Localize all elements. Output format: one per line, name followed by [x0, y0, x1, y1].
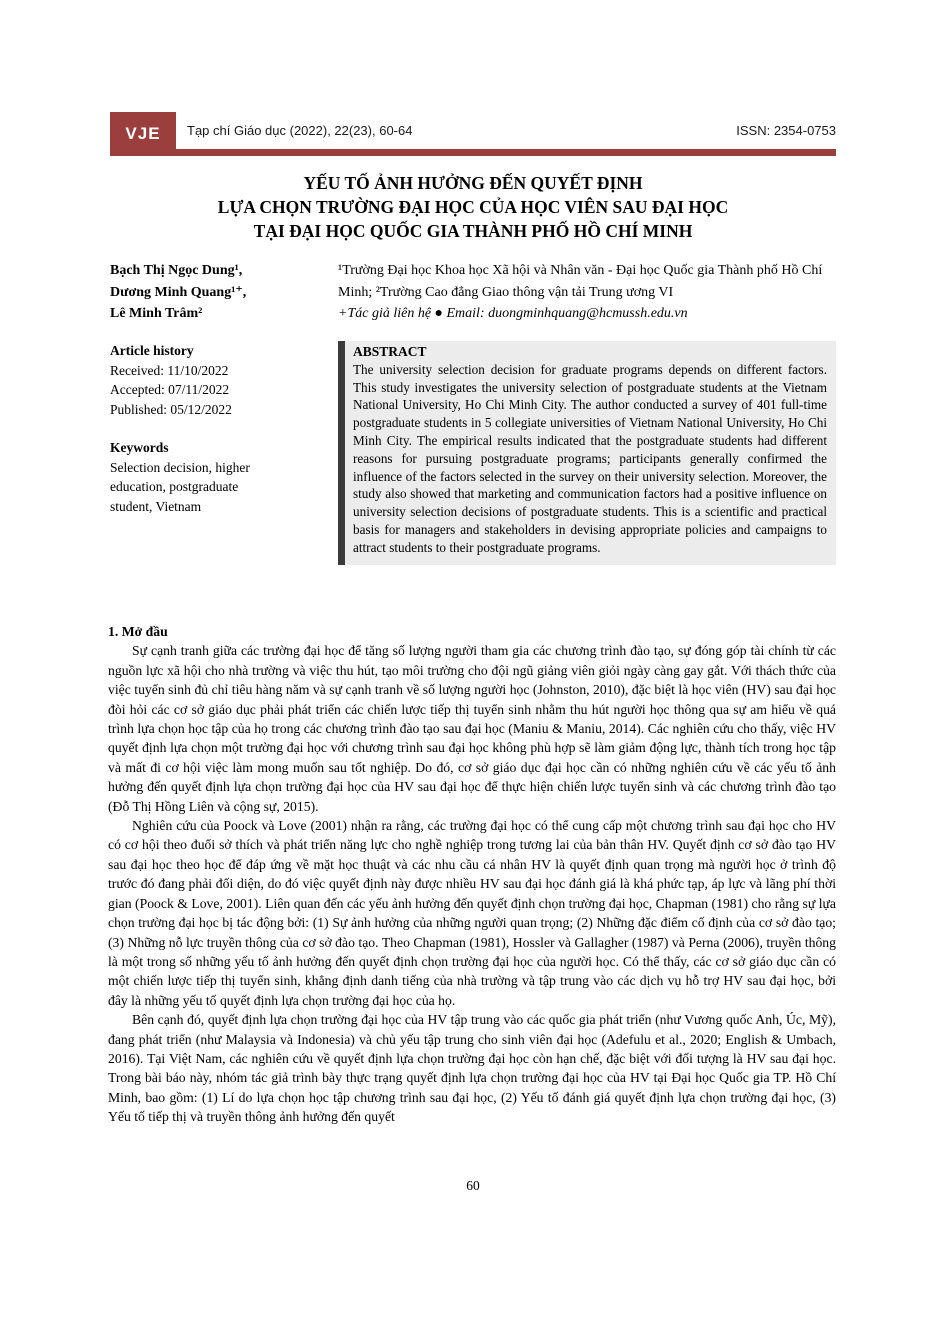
article-meta: [110, 341, 338, 565]
affiliations: [338, 260, 836, 325]
body-paragraph: Bên cạnh đó, quyết định lựa chọn trường đại học của HV tập trung vào các quốc gia phát triển (như Vương quốc Anh, Úc, Mỹ), đang phát triển (như Malaysia và Indonesia) và chủ yếu tập trung cho sinh viên đại học (Adefulu et al., 2020; English & Umbach, 2016). Tại Việt Nam, các nghiên cứu về quyết định lựa chọn trường đại học còn hạn chế, đặc biệt với đối tượng là HV sau đại học. Trong bài báo này, nhóm tác giả trình bày thực trạng quyết định lựa chọn trường đại học của HV tại Đại học Quốc gia TP. Hồ Chí Minh, bao gồm: (1) Lí do lựa chọn học tập chương trình sau đại học, (2) Yếu tố đánh giá quyết định lựa chọn trường đại học, (3) Yếu tố tiếp thị và truyền thông ảnh hưởng đến quyết: [108, 1012, 836, 1125]
section-heading: 1. Mở đầu: [108, 624, 168, 639]
article-body: [108, 622, 836, 1127]
author-name: Lê Minh Trâm²: [110, 306, 203, 321]
body-paragraph: Sự cạnh tranh giữa các trường đại học để tăng số lượng người tham gia các chương trình đào tạo, sự đóng góp tài chính từ các nguồn lực xã hội cho nhà trường và việc thu hút, tạo môi trường cho đội ngũ giảng viên giỏi ngày càng gay gắt. Với thách thức của việc tuyển sinh đủ chỉ tiêu hàng năm và sự cạnh tranh về số lượng người học (Johnston, 2010), đặc biệt là học viên (HV) sau đại học đòi hỏi các cơ sở giáo dục phải phát triển các chiến lược tiếp thị tuyển sinh nhằm thu hút người học thông qua sự am hiểu về quá trình lựa chọn học tập của họ trong các chương trình đào tạo sau đại học (Maniu & Maniu, 2014). Các nghiên cứu cho thấy, việc HV quyết định lựa chọn một trường đại học với chương trình sau đại học không phù hợp sẽ làm giảm động lực, thành tích trong học tập và mất đi cơ hội việc làm mong muốn sau tốt nghiệp. Do đó, cơ sở giáo dục đại học cần có những nghiên cứu về các yếu tố ảnh hưởng đến quyết định lựa chọn trường đại học của HV sau đại học để thực hiện chiến lược tuyển sinh và các chương trình đào tạo (Đỗ Thị Hồng Liên và cộng sự, 2015).: [108, 643, 836, 814]
corresponding-author-email: +Tác giả liên hệ ● Email: duongminhquang@hcmussh.edu.vn: [338, 306, 688, 321]
accepted-date: Accepted: 07/11/2022: [110, 382, 230, 397]
article-info-section: [110, 341, 836, 565]
vje-logo-text: VJE: [125, 124, 161, 143]
article-title-line: LỰA CHỌN TRƯỜNG ĐẠI HỌC CỦA HỌC VIÊN SAU ĐẠI HỌC: [217, 197, 729, 217]
published-date: Published: 05/12/2022: [110, 401, 232, 417]
abstract-text: The university selection decision for graduate programs depends on different factors. This study investigates the university selection of postgraduate students at the Vietnam National University, Ho Chi Minh City. The author conducted a survey of 401 full-time postgraduate students in 5 collegiate universities of Vietnam National University, Ho Chi Minh City. The empirical results indicated that the postgraduate students had different reasons for pursuing postgraduate programs; participants generally confirmed the influence of the factors selected in the survey on their university selection. Moreover, the study also showed that marketing and communication factors had a positive influence on university selection decisions of postgraduate students. This is a scientific and practical basis for managers and stakeholders in devising appropriate policies and campaigns to attract students to their postgraduate programs.: [353, 361, 827, 555]
article-title-line: YẾU TỐ ẢNH HƯỞNG ĐẾN QUYẾT ĐỊNH: [303, 173, 643, 193]
author-name: Bạch Thị Ngọc Dung¹,: [110, 263, 243, 278]
article-title: [110, 171, 836, 243]
received-date: Received: 11/10/2022: [110, 362, 229, 378]
author-name: Dương Minh Quang¹⁺,: [110, 284, 247, 300]
article-history-label: Article history: [110, 343, 194, 358]
abstract-box: [338, 341, 836, 565]
article-title-line: TẠI ĐẠI HỌC QUỐC GIA THÀNH PHỐ HỒ CHÍ MINH: [253, 221, 693, 241]
abstract-label: ABSTRACT: [353, 344, 427, 359]
author-names: [110, 260, 338, 325]
header-rule: [110, 149, 836, 156]
issn-label: ISSN: 2354-0753: [736, 123, 836, 138]
keywords-text: Selection decision, higher education, postgraduate student, Vietnam: [110, 459, 250, 514]
authors-section: [110, 260, 836, 325]
journal-reference: Tạp chí Giáo dục (2022), 22(23), 60-64: [187, 123, 413, 138]
page-number: 60: [466, 1178, 480, 1193]
affiliation-text: ¹Trường Đại học Khoa học Xã hội và Nhân văn - Đại học Quốc gia Thành phố Hồ Chí Minh; ²Trường Cao đẳng Giao thông vận tải Trung ương VI: [338, 263, 823, 300]
vje-logo: [110, 112, 176, 156]
keywords-label: Keywords: [110, 440, 169, 455]
body-paragraph: Nghiên cứu của Poock và Love (2001) nhận ra rằng, các trường đại học có thể cung cấp một chương trình sau đại học cho HV có cơ hội theo đuổi sở thích và phát triển năng lực cho nghề nghiệp trong tương lai của bản thân HV. Quyết định cơ sở đào tạo HV sau đại học theo học để đáp ứng về mặt học thuật và các nhu cầu cá nhân HV là quyết định quan trọng mà người học ở trình độ trước đó đang phải đối diện, do đó việc quyết định này được nhiều HV sau đại học đánh giá là khá phức tạp, áp lực và lãng phí thời gian (Poock & Love, 2001). Liên quan đến các yếu ảnh hưởng đến quyết định chọn trường đại học, Chapman (1981) cho rằng sự lựa chọn trường đại học bị tác động bởi: (1) Sự ảnh hưởng của những người quan trọng; (2) Những đặc điểm cố định của cơ sở đào tạo; (3) Những nỗ lực truyền thông của cơ sở đào tạo. Theo Chapman (1981), Hossler và Gallagher (1987) và Perna (2006), truyền thông là một trong số những yếu tố ảnh hưởng đến quyết định chọn trường đại học của người học. Có thể thấy, các cơ sở giáo dục cần có một chiến lược tiếp thị tuyển sinh, khẳng định danh tiếng của nhà trường và tập trung vào các dịch vụ hỗ trợ HV sau đại học, bởi đây là những yếu tố quyết định lựa chọn trường đại học của họ.: [108, 818, 836, 1008]
